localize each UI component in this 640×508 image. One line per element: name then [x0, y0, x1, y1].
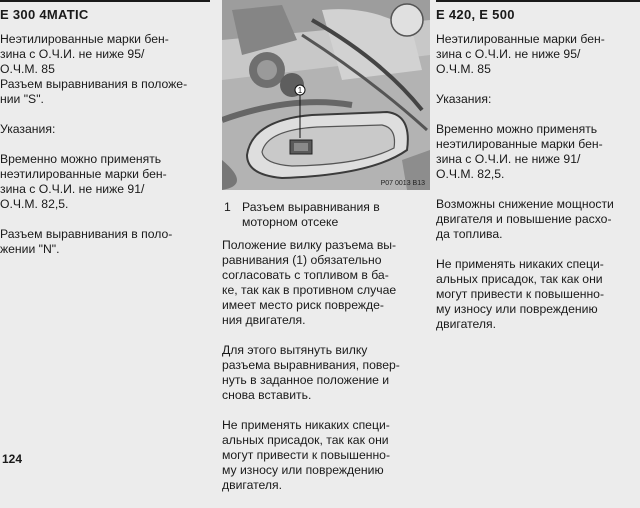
figure-code: P07 0013 B13	[380, 180, 425, 187]
right-column	[436, 0, 640, 347]
caption-text: Разъем выравнивания в моторном отсеке	[242, 200, 380, 229]
power-loss-text: Возможны снижение мощности двигателя и повышение расхо- да топлива.	[436, 197, 614, 241]
additives-warning-text-right: Не применять никаких специ- альных присадок, так как они могут привести к повышенно- му износу или повреждению двигателя.	[436, 257, 605, 331]
engine-bay-figure	[222, 0, 430, 190]
top-rule	[0, 0, 210, 2]
figure-callout-number: 1	[297, 86, 303, 95]
connector-alignment-text: Положение вилку разъема вы- равнивания (1) обязательно согласовать с топливом в ба- ке, так как в противном случае имеет место риск поврежде- ния двигателя.	[222, 238, 397, 327]
notes-label: Указания:	[0, 122, 56, 136]
fuel-requirement-text: Неэтилированные марки бен- зина с О.Ч.И. не ниже 95/ О.Ч.М. 85 Разъем выравнивания в положе- нии "S".	[0, 32, 188, 106]
additives-warning-text: Не применять никаких специ- альных присадок, так как они могут привести к повышенно- му износу или повреждению двигателя.	[222, 418, 391, 492]
engine-bay-illustration	[222, 0, 430, 190]
caption-number: 1	[224, 200, 231, 214]
fuel-requirement-text-right: Неэтилированные марки бен- зина с О.Ч.И. не ниже 95/ О.Ч.М. 85	[436, 32, 605, 76]
connector-procedure-text: Для этого вытянуть вилку разъема выравнивания, повер- нуть в заданное положение и снова вставить.	[222, 343, 400, 402]
page-number: 124	[2, 452, 23, 466]
section-heading-right: E 420, E 500	[436, 7, 515, 22]
temporary-fuel-text: Временно можно применять неэтилированные марки бен- зина с О.Ч.И. не ниже 91/ О.Ч.М. 82,5.	[0, 152, 167, 211]
left-column	[0, 0, 210, 272]
connector-position-text: Разъем выравнивания в поло- жении "N".	[0, 227, 173, 256]
middle-text-block	[222, 238, 430, 508]
temporary-fuel-text-right: Временно можно применять неэтилированные марки бен- зина с О.Ч.И. не ниже 91/ О.Ч.М. 82,5.	[436, 122, 603, 181]
top-rule-right	[436, 0, 640, 2]
notes-label-right: Указания:	[436, 92, 492, 106]
section-heading: E 300 4MATIC	[0, 7, 89, 22]
